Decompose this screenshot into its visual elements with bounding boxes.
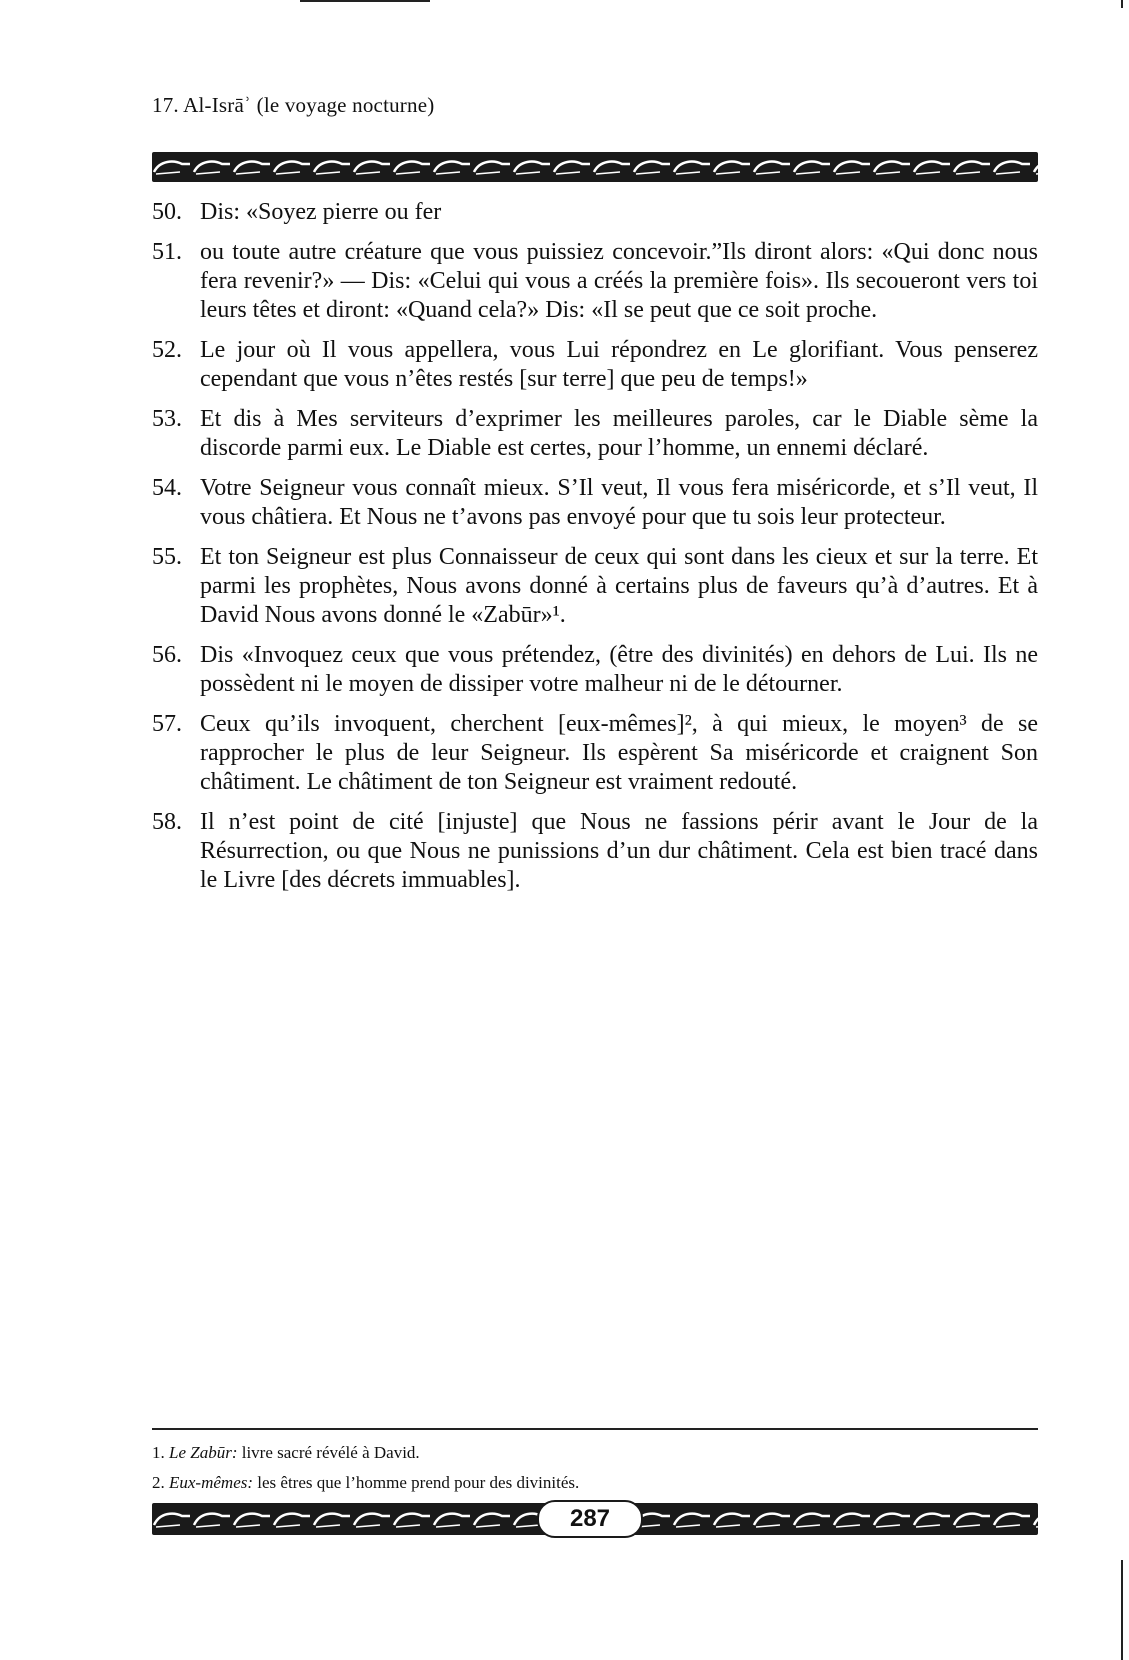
verse-text: ou toute autre créature que vous puissiez concevoir.”Ils diront alors: «Qui donc nous fera revenir?» — Dis: «Celui qui vous a créés la première fois». Ils secoueront vers toi leurs têtes et diront: «Quand cela?» Dis: «Il se peut que ce soit proche. [200,239,1038,323]
verse [152,336,1038,394]
verse-number: 58. [152,809,182,835]
verse-number: 56. [152,642,182,668]
verse-number: 51. [152,239,182,265]
verse-list [152,198,1038,906]
footnote-number: 1. [152,1443,165,1462]
footnote-term: Eux-mêmes: [169,1473,254,1492]
chain-ornament-top [152,152,1038,182]
verse-text: Il n’est point de cité [injuste] que Nous ne fassions périr avant le Jour de la Résurrection, ou que Nous ne punissions d’un dur châtiment. Cela est bien tracé dans le Livre [des décrets immuables]. [200,809,1038,893]
verse-number: 55. [152,544,182,570]
footnote-term: Le Zabūr: [169,1443,238,1462]
verse-text: Dis «Invoquez ceux que vous prétendez, (être des divinités) en dehors de Lui. Ils ne possèdent ni le moyen de dissiper votre malheur ni de le détourner. [200,642,1038,697]
edge-mark-bottom [1121,1560,1123,1660]
verse-text: Dis: «Soyez pierre ou fer [200,199,442,225]
footnote-number: 2. [152,1473,165,1492]
verse-number: 53. [152,406,182,432]
top-edge-rule [300,0,430,2]
footnote-text: livre sacré révélé à David. [237,1443,420,1462]
footnote [152,1438,1038,1468]
verse-text: Le jour où Il vous appellera, vous Lui répondrez en Le glorifiant. Vous penserez cependant que vous n’êtes restés [sur terre] que peu de temps!» [200,337,1038,392]
verse-text: Et dis à Mes serviteurs d’exprimer les meilleures paroles, car le Diable sème la discorde parmi eux. Le Diable est certes, pour l’homme, un ennemi déclaré. [200,406,1038,461]
verse [152,808,1038,895]
verse [152,405,1038,463]
verse [152,543,1038,630]
page-number: 287 [537,1500,643,1538]
running-head: 17. Al-Isrāʾ (le voyage nocturne) [152,93,435,117]
verse-text: Ceux qu’ils invoquent, cherchent [eux-mêmes]², à qui mieux, le moyen³ de se rapprocher le plus de leur Seigneur. Ils espèrent Sa miséricorde et craignent Son châtiment. Le châtiment de ton Seigneur est vraiment redouté. [200,711,1038,795]
edge-mark-top [1121,0,1123,8]
verse [152,474,1038,532]
footnote-text: les êtres que l’homme prend pour des divinités. [253,1473,580,1492]
verse-number: 54. [152,475,182,501]
verse-text: Et ton Seigneur est plus Connaisseur de ceux qui sont dans les cieux et sur la terre. Et parmi les prophètes, Nous avons donné à certains plus de faveurs qu’à d’autres. Et à David Nous avons donné le «Zabūr»¹. [200,544,1038,628]
verse [152,710,1038,797]
verse [152,641,1038,699]
verse-number: 52. [152,337,182,363]
footnote [152,1468,1038,1498]
verse [152,198,1038,227]
verse [152,238,1038,325]
verse-text: Votre Seigneur vous connaît mieux. S’Il veut, Il vous fera miséricorde, et s’Il veut, Il vous châtiera. Et Nous ne t’avons pas envoyé pour que tu sois leur protecteur. [200,475,1038,530]
ornamental-band-top [152,152,1038,182]
verse-number: 57. [152,711,182,737]
verse-number: 50. [152,199,182,225]
footnote-divider [152,1428,1038,1430]
